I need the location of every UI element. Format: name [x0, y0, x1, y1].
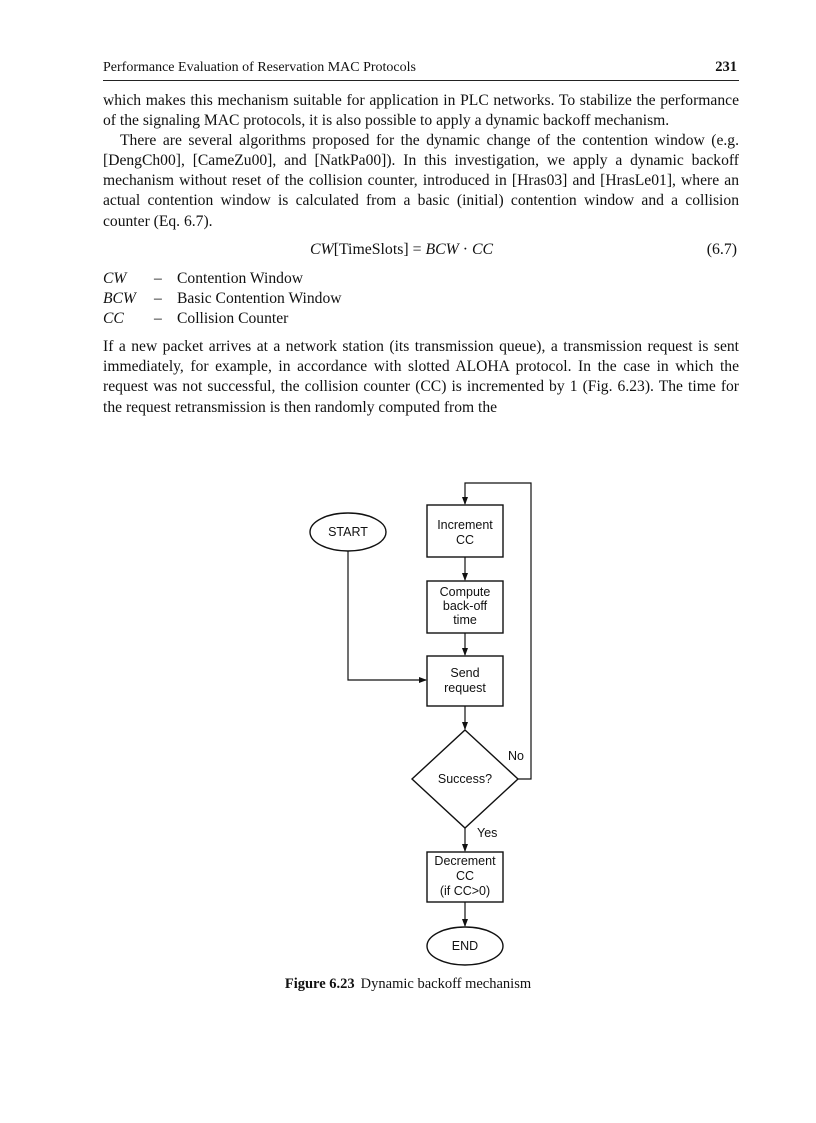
caption-text: Dynamic backoff mechanism — [360, 976, 532, 992]
increment-label-line1: Increment — [437, 518, 493, 532]
equation-number: (6.7) — [706, 240, 737, 258]
definition-description: Basic Contention Window — [177, 289, 342, 307]
decrement-label-line3: (if CC>0) — [439, 884, 491, 898]
definition-dash: – — [154, 289, 162, 307]
arrow-start-to-send — [348, 551, 426, 680]
eq-bracket: [TimeSlots] = — [333, 240, 426, 258]
paragraph-2: There are several algorithms proposed for the dynamic change of the contention window (e.g. [DengCh00], [CameZu00], and [NatkPa00]). In this investigation, we apply a dynamic backoff mechanism without reset of the collision counter, introduced in [Hras03] and [HrasLe01], where an actual contention window is calculated from a basic (initial) contention window and a collision counter (Eq. 6.7). — [103, 132, 739, 230]
decision-label: Success? — [437, 772, 493, 786]
compute-label-line2: back-off — [442, 599, 488, 613]
decrement-label-line2: CC — [455, 869, 475, 883]
no-branch-label: No — [508, 749, 524, 763]
eq-dot: · — [458, 240, 472, 258]
decrement-label-line1: Decrement — [434, 854, 496, 868]
caption-label: Figure 6.23 — [284, 976, 355, 992]
definition-dash: – — [154, 310, 162, 328]
send-label-line2: request — [444, 681, 486, 695]
paragraph-1: which makes this mechanism suitable for application in PLC networks. To stabilize the performance of the signaling MAC protocols, it is also possible to apply a dynamic backoff mechanism. — [103, 92, 739, 130]
increment-label-line2: CC — [455, 533, 475, 547]
yes-branch-label: Yes — [477, 826, 498, 840]
start-label: START — [328, 525, 368, 539]
page-number: 231 — [715, 59, 737, 75]
figure-caption — [0, 976, 816, 993]
send-label-line1: Send — [450, 666, 480, 680]
definition-symbol: CC — [103, 310, 124, 328]
compute-label-line1: Compute — [439, 585, 491, 599]
eq-cc-symbol: CC — [471, 240, 494, 258]
definition-dash: – — [154, 269, 162, 287]
paragraph-3: If a new packet arrives at a network station (its transmission queue), a transmission request is sent immediately, for example, in accordance with slotted ALOHA protocol. In the case in which the request was not successful, the collision counter (CC) is incremented by 1 (Fig. 6.23). The time for the request retransmission is then randomly computed from the — [103, 338, 739, 416]
definition-symbol: BCW — [103, 289, 136, 307]
definition-description: Contention Window — [177, 269, 303, 287]
end-label: END — [451, 939, 479, 953]
definition-symbol: CW — [103, 269, 127, 287]
eq-bcw-symbol: BCW — [425, 240, 459, 258]
compute-label-line3: time — [453, 613, 477, 627]
eq-cw-symbol: CW — [310, 240, 334, 258]
definition-description: Collision Counter — [177, 310, 289, 328]
running-title: Performance Evaluation of Reservation MAC Protocols — [103, 60, 416, 75]
